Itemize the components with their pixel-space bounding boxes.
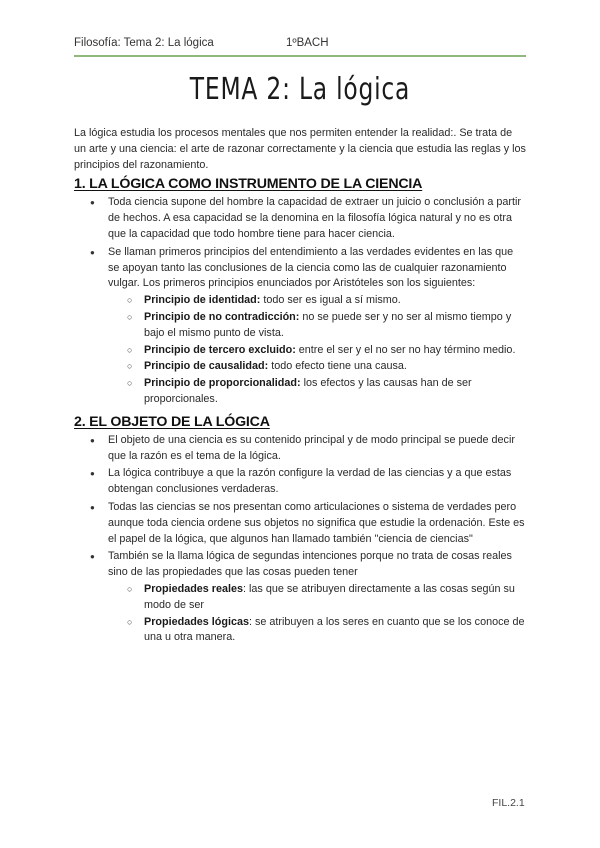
list-item: ● El objeto de una ciencia es su contenido principal y de modo principal se puede decir que la razón es el tema de la lógica. — [108, 433, 526, 465]
principle-term: Principio de no contradicción: — [144, 310, 300, 323]
list-item — [108, 245, 526, 408]
header-divider — [74, 55, 526, 57]
list-item: ● Toda ciencia supone del hombre la capacidad de extraer un juicio o conclusión a partir de hechos. A esa capacidad se la denomina en la filosofía lógica natural y no es otra que la capacidad que todo hombre tiene para hacer ciencia. — [108, 195, 526, 242]
principle-item — [144, 293, 526, 309]
intro-paragraph: La lógica estudia los procesos mentales que nos permiten entender la realidad:. Se trata de un arte y una ciencia: el arte de razonar correctamente y la ciencia que estudia las reglas y los principios del razonamiento. — [74, 127, 526, 171]
section-1-list — [74, 195, 526, 407]
document-body — [74, 126, 526, 651]
property-item — [144, 615, 526, 647]
section-2-heading: 2. EL OBJETO DE LA LÓGICA — [74, 413, 270, 430]
list-item-text: Se llaman primeros principios del entendimiento a las verdades evidentes en las que se apoyan tanto las conclusiones de la ciencia como las de cualquier razonamiento vulgar. Los primeros principios enunciados por Aristóteles son los siguientes: — [108, 245, 514, 290]
properties-list — [108, 582, 526, 646]
principle-item — [144, 376, 526, 408]
principle-item — [144, 359, 526, 375]
principle-item — [144, 310, 526, 342]
list-item-text: También se la llama lógica de segundas intenciones porque no trata de cosas reales sino de las propiedades que las cosas pueden tener — [108, 550, 512, 579]
principle-term: Principio de proporcionalidad: — [144, 377, 301, 390]
property-text: : las que se atribuyen directamente a las cosas según su modo de ser — [144, 582, 515, 611]
list-item: ● Todas las ciencias se nos presentan como articulaciones o sistema de verdades pero aunque toda ciencia ordene sus objetos no significa que estudie la ordenación. Este es el papel de la lógica, que algunos han llamado también "ciencia de ciencias" — [108, 500, 526, 547]
page-header — [74, 37, 526, 49]
principle-text: los efectos y las causas han de ser proporcionales. — [144, 377, 472, 405]
property-term: Propiedades reales — [144, 582, 244, 595]
principle-text: entre el ser y el no ser no hay término medio. — [295, 343, 516, 356]
principle-text: todo efecto tiene una causa. — [268, 360, 407, 373]
property-text: : se atribuyen a los seres en cuanto que se los conoce de una u otra manera. — [144, 615, 525, 644]
property-item — [144, 582, 526, 614]
section-2-list — [74, 433, 526, 646]
principle-text: todo ser es igual a sí mismo. — [260, 294, 401, 307]
list-item — [108, 549, 526, 646]
header-subject: Filosofía: Tema 2: La lógica — [74, 37, 214, 49]
page-title: TEMA 2: La lógica — [189, 72, 411, 107]
principle-text: no se puede ser y no ser al mismo tiempo y bajo el mismo punto de vista. — [144, 310, 512, 339]
section-1-heading: 1. LA LÓGICA COMO INSTRUMENTO DE LA CIENCIA — [74, 176, 423, 193]
principle-item — [144, 343, 526, 359]
principles-list — [108, 293, 526, 408]
page-number: FIL.2.1 — [492, 797, 525, 809]
principle-term: Principio de tercero excluido: — [144, 343, 296, 356]
principle-term: Principio de identidad: — [144, 294, 261, 307]
header-course: 1ºBACH — [286, 37, 329, 49]
property-term: Propiedades lógicas — [144, 615, 250, 628]
principle-term: Principio de causalidad: — [144, 360, 269, 373]
list-item: ● La lógica contribuye a que la razón configure la verdad de las ciencias y a que estas obtengan conclusiones verdaderas. — [108, 466, 526, 498]
